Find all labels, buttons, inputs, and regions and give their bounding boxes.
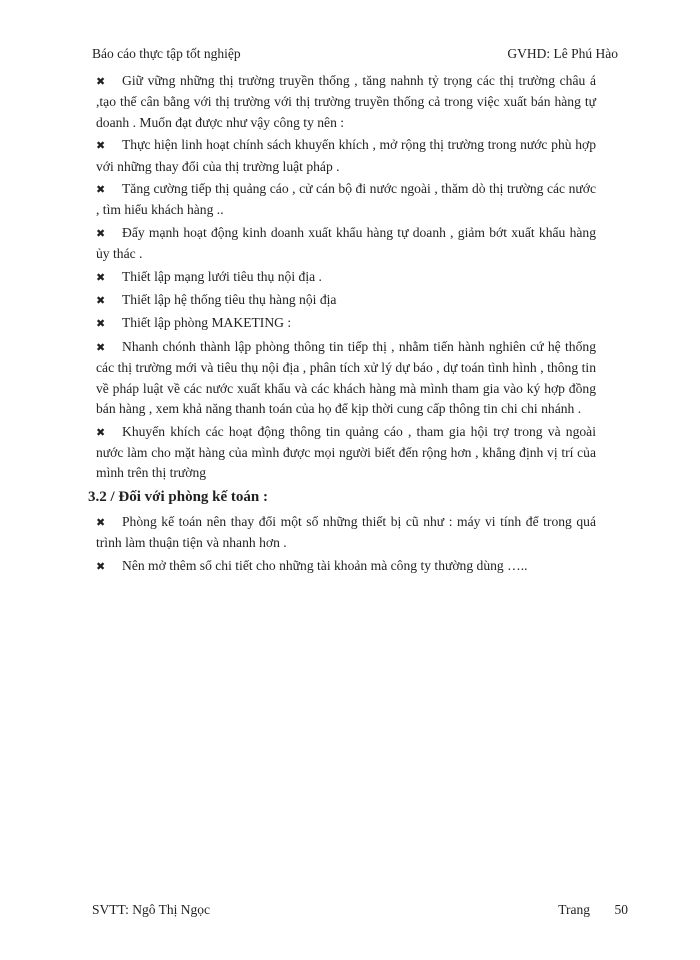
list-item [96, 556, 596, 577]
list-item [96, 71, 596, 133]
section-heading: 3.2 / Đối với phòng kế toán : [88, 488, 268, 505]
list-item [96, 313, 596, 334]
x-mark-icon: ✖ [96, 226, 106, 240]
x-mark-icon: ✖ [96, 183, 106, 197]
x-mark-icon: ✖ [96, 317, 106, 331]
list-item [96, 179, 596, 221]
x-mark-icon: ✖ [96, 559, 106, 573]
x-mark-icon: ✖ [96, 75, 106, 88]
list-item-text: Thiết lập phòng MAKETING : [122, 315, 292, 331]
list-item-text: Giữ vững những thị trường truyền thống , tăng nahnh tỷ trọng các thị trường châu á ,tạo thế cân bằng với thị trường với thị trường truyền thống cả trong việc xuất bán hàng tự doanh . Muốn đạt được như vậy công ty nên : [96, 73, 596, 130]
report-title: Báo cáo thực tập tốt nghiệp [92, 46, 241, 61]
x-mark-icon: ✖ [96, 515, 106, 529]
student-name: SVTT: Ngô Thị Ngọc [92, 902, 210, 917]
list-item [96, 422, 596, 484]
list-item [96, 290, 596, 311]
list-item-text: Nhanh chónh thành lập phòng thông tin tiếp thị , nhằm tiến hành nghiên cứ hệ thống các thị trường mới và tiêu thụ nội địa , phân tích xử lý dự báo , dự toán tình hình , thông tin về pháp luật về các nước xuất khẩu và các khách hàng mà mình tham gia vào ký hợp đồng bán hàng , xem khả năng thanh toán của họ để kịp thời cung cấp thông tin chi chi nhánh . [96, 338, 596, 417]
page-footer [92, 902, 628, 922]
list-item-text: Thực hiện linh hoạt chính sách khuyến khích , mở rộng thị trường trong nước phù hợp với những thay đổi của thị trường luật pháp . [96, 137, 596, 174]
list-item [96, 267, 596, 288]
list-item [96, 223, 596, 265]
list-item-text: Thiết lập hệ thống tiêu thụ hàng nội địa [122, 292, 337, 308]
list-item [96, 135, 596, 177]
page-label: Trang [558, 902, 590, 917]
list-item-text: Đẩy mạnh hoạt động kinh doanh xuất khẩu hàng tự doanh , giảm bớt xuất khẩu hàng ủy thác . [96, 224, 596, 262]
x-mark-icon: ✖ [96, 139, 106, 153]
list-item-text: Phòng kế toán nên thay đổi một số những thiết bị cũ như : máy vi tính để trong quá trình làm thuận tiện và nhanh hơn . [96, 513, 596, 551]
x-mark-icon: ✖ [96, 425, 106, 439]
x-mark-icon: ✖ [96, 340, 106, 354]
advisor-name: GVHD: Lê Phú Hào [507, 46, 618, 61]
list-item-text: Khuyến khích các hoạt động thông tin quảng cáo , tham gia hội trợ trong và ngoài nước làm cho mặt hàng của mình được mọi người biết đến rộng hơn , khẳng định vị trí của mình trên thị trường [96, 423, 596, 481]
x-mark-icon: ✖ [96, 270, 106, 284]
list-item-text: Nên mở thêm sổ chi tiết cho những tài khoản mà công ty thường dùng ….. [122, 557, 528, 573]
bullet-list-a [96, 71, 596, 484]
list-item [96, 337, 596, 420]
x-mark-icon: ✖ [96, 294, 106, 308]
page-header [92, 46, 618, 66]
page-number: 50 [614, 902, 628, 917]
list-item-text: Tăng cường tiếp thị quảng cáo , cử cán bộ đi nước ngoài , thăm dò thị trường các nước , tìm hiểu khách hàng .. [96, 181, 596, 218]
page-body [88, 71, 596, 577]
list-item [96, 512, 596, 554]
list-item-text: Thiết lập mạng lưới tiêu thụ nội địa . [122, 268, 322, 284]
bullet-list-b [96, 512, 596, 577]
